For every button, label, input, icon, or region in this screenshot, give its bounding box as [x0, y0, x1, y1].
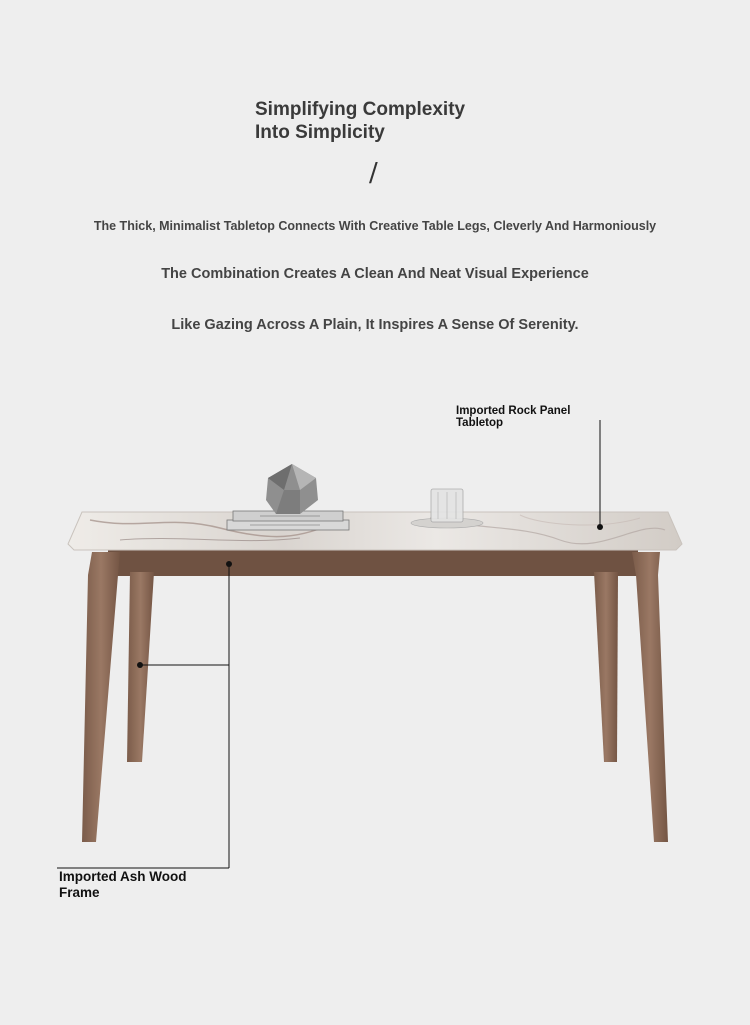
title-divider: / — [369, 158, 378, 188]
rock-panel-tabletop — [68, 512, 682, 550]
title-line-1: Simplifying Complexity — [255, 99, 466, 120]
title-line-2: Into Simplicity — [255, 122, 385, 143]
ash-wood-label-line-1: Imported Ash Wood — [59, 869, 187, 884]
ash-wood-callout-dot-leg — [137, 662, 143, 668]
rock-panel-label-line-1: Imported Rock Panel — [456, 405, 571, 417]
rock-panel-callout-dot — [597, 524, 603, 530]
glass-icon — [411, 489, 483, 528]
ash-wood-label — [59, 869, 187, 901]
table-apron — [108, 548, 638, 576]
front-leg-left — [82, 552, 120, 842]
page-title — [255, 98, 465, 144]
description-line-1: The Thick, Minimalist Tabletop Connects With Creative Table Legs, Cleverly And Harmoniously — [93, 219, 657, 233]
ash-wood-label-line-2: Frame — [59, 885, 100, 900]
rock-panel-label — [456, 405, 570, 429]
geometric-vase-icon — [266, 464, 318, 514]
front-leg-right — [632, 552, 668, 842]
back-leg-right — [594, 572, 618, 762]
rock-panel-label-line-2: Tabletop — [456, 417, 504, 429]
description-line-3: Like Gazing Across A Plain, It Inspires A Sense Of Serenity. — [171, 317, 579, 333]
description-line-2: The Combination Creates A Clean And Neat Visual Experience — [161, 266, 589, 282]
